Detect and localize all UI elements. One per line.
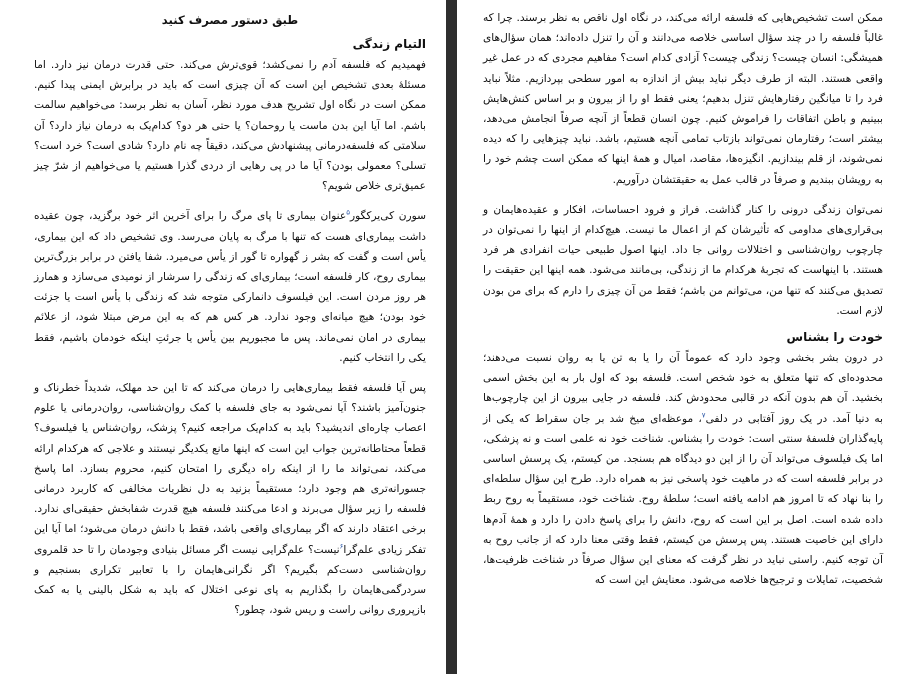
left-page	[0, 0, 446, 674]
footnote-marker[interactable]: ۶	[339, 542, 344, 551]
book-gutter	[446, 0, 457, 674]
paragraph-text: در درون بشر بخشی وجود دارد که عموماً آن را یا به تن یا به روان نسبت می‌دهند؛ محدوده‌ای که تنها متعلق به خود شخص است. فلسفه بود که اول بار به این بخش اسمی بخشید. آن هم بدون آنکه در قالبی محدودش کند. فلسفه در جایی بیرون از این چارچوب‌ها به دنیا آمد. در یک روز آفتابی در دلفی	[483, 352, 884, 425]
paragraph: فهمیدیم که فلسفه آدم را نمی‌کشد؛ قوی‌ترش می‌کند. حتی قدرت درمان نیز دارد. اما مسئلهٔ بعدی تشخیص این است که آن چیزی است که باید در برابرش ایمنی پیدا کنیم. ممکن است در نگاه اول تشریح هدف مورد نظر، آسان به نظر برسد: می‌خواهیم سالمت باشم. اما آیا این بدن ماست یا روحمان؟ یا حتی هر دو؟ کدام‌یک به درمان نیاز دارد؟ آن سلامتی که فلسفه‌درمانی پیشنهادش می‌کند، دقیقاً چه نام دارد؟ شادی است؟ خرد است؟ تسلی؟ معمولی بودن؟ آیا ما در پی رهایی از دردی گذرا هستیم یا می‌خواهیم از شرّ چیز عمیق‌تری خلاص شویم؟	[34, 59, 426, 193]
paragraph-text: عنوان بیماری تا پای مرگ را برای آخرین اثر خود برگزید، چون عقیده داشت بیماری‌ای هست که تنها با مرگ به پایان می‌رسد. وی تشخیص داد که این بیماری، یأس است و گفت که بشر ز گهواره تا گور از یأس می‌میرد. شفا یافتن در برابر بزرگ‌ترین بیماری روح، کار فلسفه است؛ بیماری‌ای که زندگی را سرشار از نومیدی می‌سازد و همارز هر روز مردن است. این فیلسوف دانمارکی متوجه شد که زندگی با یأس است یا جزئت خود بودن؛ هیچ میانه‌ای وجود ندارد. هر کس هم که به این مرض مبتلا شود، از علائم بیماری در امان نمی‌ماند. پس ما مجبوریم بین یأس یا جرئتِ اینکه خودمان باشیم، فقط یکی را انتخاب کنیم.	[34, 210, 426, 364]
paragraph	[34, 206, 426, 368]
section-title: التیام زندگی	[352, 37, 426, 51]
paragraph-text: نیست؟ علم‌گرایی نیست اگر مسائل بنیادی وجودمان را تا حد قلمروی روان‌شناسی دست‌کم بگیریم؟ اگر نگرانی‌هایمان را با تعابیر تکراری بسنجیم و سردرگمی‌هایمان را بگذاریم به پای نوعی اختلال که باید به شکل بالینی یا به کمک بازپروری روانی راست و ریس شود، چطور؟	[34, 543, 426, 617]
paragraph: ممکن است تشخیص‌هایی که فلسفه ارائه می‌کند، در نگاه اول ناقص به نظر برسند. چرا که غالباً فلسفه را در چند سؤال اساسی خلاصه می‌دانند و آن را تنزل داده‌اند؛ همان سؤال‌های همیشگی: انسان چیست؟ زندگی چیست؟ آزادی کدام است؟ مفاهیم مجردی که در عمل غیر واقعی هستند. البته از طرف دیگر نباید بیش از اندازه به امور سطحی بپردازیم. مثلاً نباید فرد را تا میانگین رفتارهایش تنزل بدهیم؛ یعنی فقط او را از بیرون و بر اساس کنش‌هایش ببینیم و باطن اتفاقات را فراموش کنیم. چون انسان قطعاً از آنچه صرفاً انجامش می‌دهد، بیشتر است؛ رفتارمان نمی‌تواند بازتاب تمامی آنچه هستیم، باشد. نباید چیزهایی را که دیده نمی‌شوند، از قلم بیندازیم. انگیزه‌ها، مقاصد، امیال و همهٔ اینها که ممکن است چشم خود را به رویشان ببندیم و صرفاً در قالب عمل به حقیقتشان درآوریم.	[483, 12, 883, 186]
paragraph	[34, 378, 426, 620]
right-page	[457, 0, 905, 674]
paragraph: نمی‌توان زندگی درونی را کنار گذاشت. فراز و فرود احساسات، افکار و عقیده‌هایمان و بی‌قراری‌های مداومی که تأثیرشان کم از اعمال ما نیست. هیچ‌کدام از اینها را نمی‌توان در چارچوب روان‌شناسی و اختلالات روانی جا داد. اینها اصول طبیعی حیات انفرادی هر فرد هستند. با اینهاست که تجربهٔ هرکدام ما از زندگی، بی‌مانند می‌شود. همه اینها این حقیقت را تصدیق می‌کنند که تنها من، می‌توانم من باشم؛ فقط من آن چیزی را دارم که برای من بودن لازم است.	[483, 203, 883, 317]
footnote-marker[interactable]: ۵	[346, 208, 350, 217]
paragraph-text: ، موعظه‌ای میخ شد بر جان سقراط که یکی از پایه‌گذاران فلسفهٔ سنتی است: خودت را بشناس. شناخت خود نه علمی است و نه پزشکی، اما یک فیلسوف می‌تواند آن را از این دو دیدگاه هم بسنجد. من کیستم، یک پرسش اساسی در برابر فلسفه است که در ماهیت خود پاسخی نیز به همراه دارد. طرح این سؤال سلطه‌ای را بنا نهاد که تا امروز هم ادامه یافته است؛ سلطهٔ روح. شناخت خود، مستقیماً به روح ربط داده شده است. اصل بر این است که روح، دانش را برای پاسخ دادن را دارد و همهٔ آدم‌ها دارای این خاصیت هستند. پس پرسش من کیستم، فقط وقتی معنا دارد که از جانب روح به آن توجه کنیم. راستی نباید در نظر گرفت که معنای این سؤال صرفاً در شناخت ظرفیت‌ها، شخصیت، تمایلات و ترجیح‌ها خلاصه می‌شود. معنایش این است که	[483, 412, 883, 587]
footnote-marker[interactable]: ۷	[701, 411, 706, 420]
paragraph-text: سورن کی‌یرکگور	[349, 210, 426, 223]
running-head: طبق دستور مصرف کنید	[161, 13, 299, 27]
section-title: خودت را بشناس	[786, 330, 883, 345]
paragraph-text: پس آیا فلسفه فقط بیماری‌هایی را درمان می‌کند که تا این حد مهلک، شدیداً خطرناک و جنون‌آمیز باشند؟ آیا نمی‌شود به جای فلسفه با کمک روان‌شناسی، روان‌درمانی یا علوم اعصاب چاره‌ای اندیشید؟ باید به کدام‌یک مراجعه کنیم؟ پزشک، روان‌شناس یا فیلسوف؟ قطعاً محتاطانه‌ترین جواب این است که اینها مانع یکدیگر نیستند و علاجی که هرکدام ارائه می‌کند، نمی‌تواند ما را از اینکه راه دیگری را امتحان کنیم، محروم بسازد. اما پاسخ جسورانه‌تری هم وجود دارد؛ مستقیماً بزنید به دل نظریات مخالفی که کاربرد درمانی فلسفه را زیر سؤال می‌برند و ادعا می‌کنند فلسفه هیچ قدرت شفابخش حقیقی‌ای ندارد. برخی اعتقاد دارند که اگر بیماری‌ای واقعی باشد، فقط با دانش درمان می‌شود؛ اما آیا این تفکر زیادی علم‌گرا	[34, 382, 426, 556]
paragraph	[483, 348, 883, 590]
